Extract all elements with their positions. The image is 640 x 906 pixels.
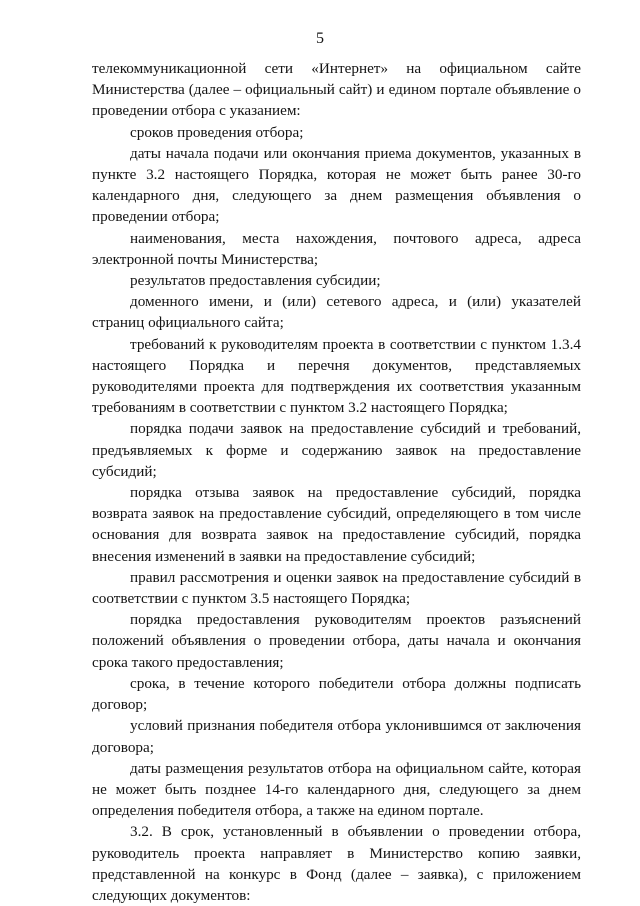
paragraph-section-3-2: 3.2. В срок, установленный в объявлении о проведении отбора, руководитель проекта направляет в Министерство копию заявки, представленной на конкурс в Фонд (далее – заявка), с приложением следующих документов: <box>92 823 581 904</box>
paragraph-application-procedure: порядка подачи заявок на предоставление субсидий и требований, предъявляемых к форме и содержанию заявок на предоставление субсидий; <box>92 420 581 480</box>
paragraph-ministry-contacts: наименования, места нахождения, почтового адреса, адреса электронной почты Министерства; <box>92 229 581 268</box>
paragraph-results-publication: даты размещения результатов отбора на официальном сайте, которая не может быть позднее 14-го календарного дня, следующего за днем определения победителя отбора, а также на едином портале. <box>92 759 581 820</box>
paragraph-continuation: телекоммуникационной сети «Интернет» на официальном сайте Министерства (далее – официальный сайт) и едином портале объявление о проведении отбора с указанием: <box>92 60 581 120</box>
paragraph-evaluation-rules: правил рассмотрения и оценки заявок на предоставление субсидий в соответствии с пунктом 3.5 настоящего Порядка; <box>92 568 581 608</box>
paragraph-deadlines: сроков проведения отбора; <box>130 123 304 141</box>
paragraph-withdrawal-procedure: порядка отзыва заявок на предоставление субсидий, порядка возврата заявок на предоставление субсидий, определяющего в том числе основания для возврата заявок на предоставление субсидий, порядка внесения изменений в заявки на предоставление субсидий; <box>92 484 581 565</box>
document-body <box>92 58 581 906</box>
paragraph-subsidy-results: результатов предоставления субсидии; <box>130 272 381 290</box>
paragraph-evasion-conditions: условий признания победителя отбора уклонившимся от заключения договора; <box>92 717 581 756</box>
paragraph-submission-dates: даты начала подачи или окончания приема документов, указанных в пункте 3.2 настоящего Порядка, которая не может быть ранее 30-го календарного дня, следующего за днем размещения объявления о проведении отбора; <box>92 144 581 226</box>
paragraph-clarifications: порядка предоставления руководителям проектов разъяснений положений объявления о проведении отбора, даты начала и окончания срока такого предоставления; <box>92 611 581 671</box>
page-number: 5 <box>316 30 324 47</box>
paragraph-domain-name: доменного имени, и (или) сетевого адреса, и (или) указателей страниц официального сайта; <box>92 293 581 332</box>
paragraph-manager-requirements: требований к руководителям проекта в соответствии с пунктом 1.3.4 настоящего Порядка и перечня документов, представляемых руководителями проекта для подтверждения их соответствия указанным требованиям в соответствии с пунктом 3.2 настоящего Порядка; <box>92 335 581 417</box>
paragraph-contract-deadline: срока, в течение которого победители отбора должны подписать договор; <box>92 674 581 714</box>
